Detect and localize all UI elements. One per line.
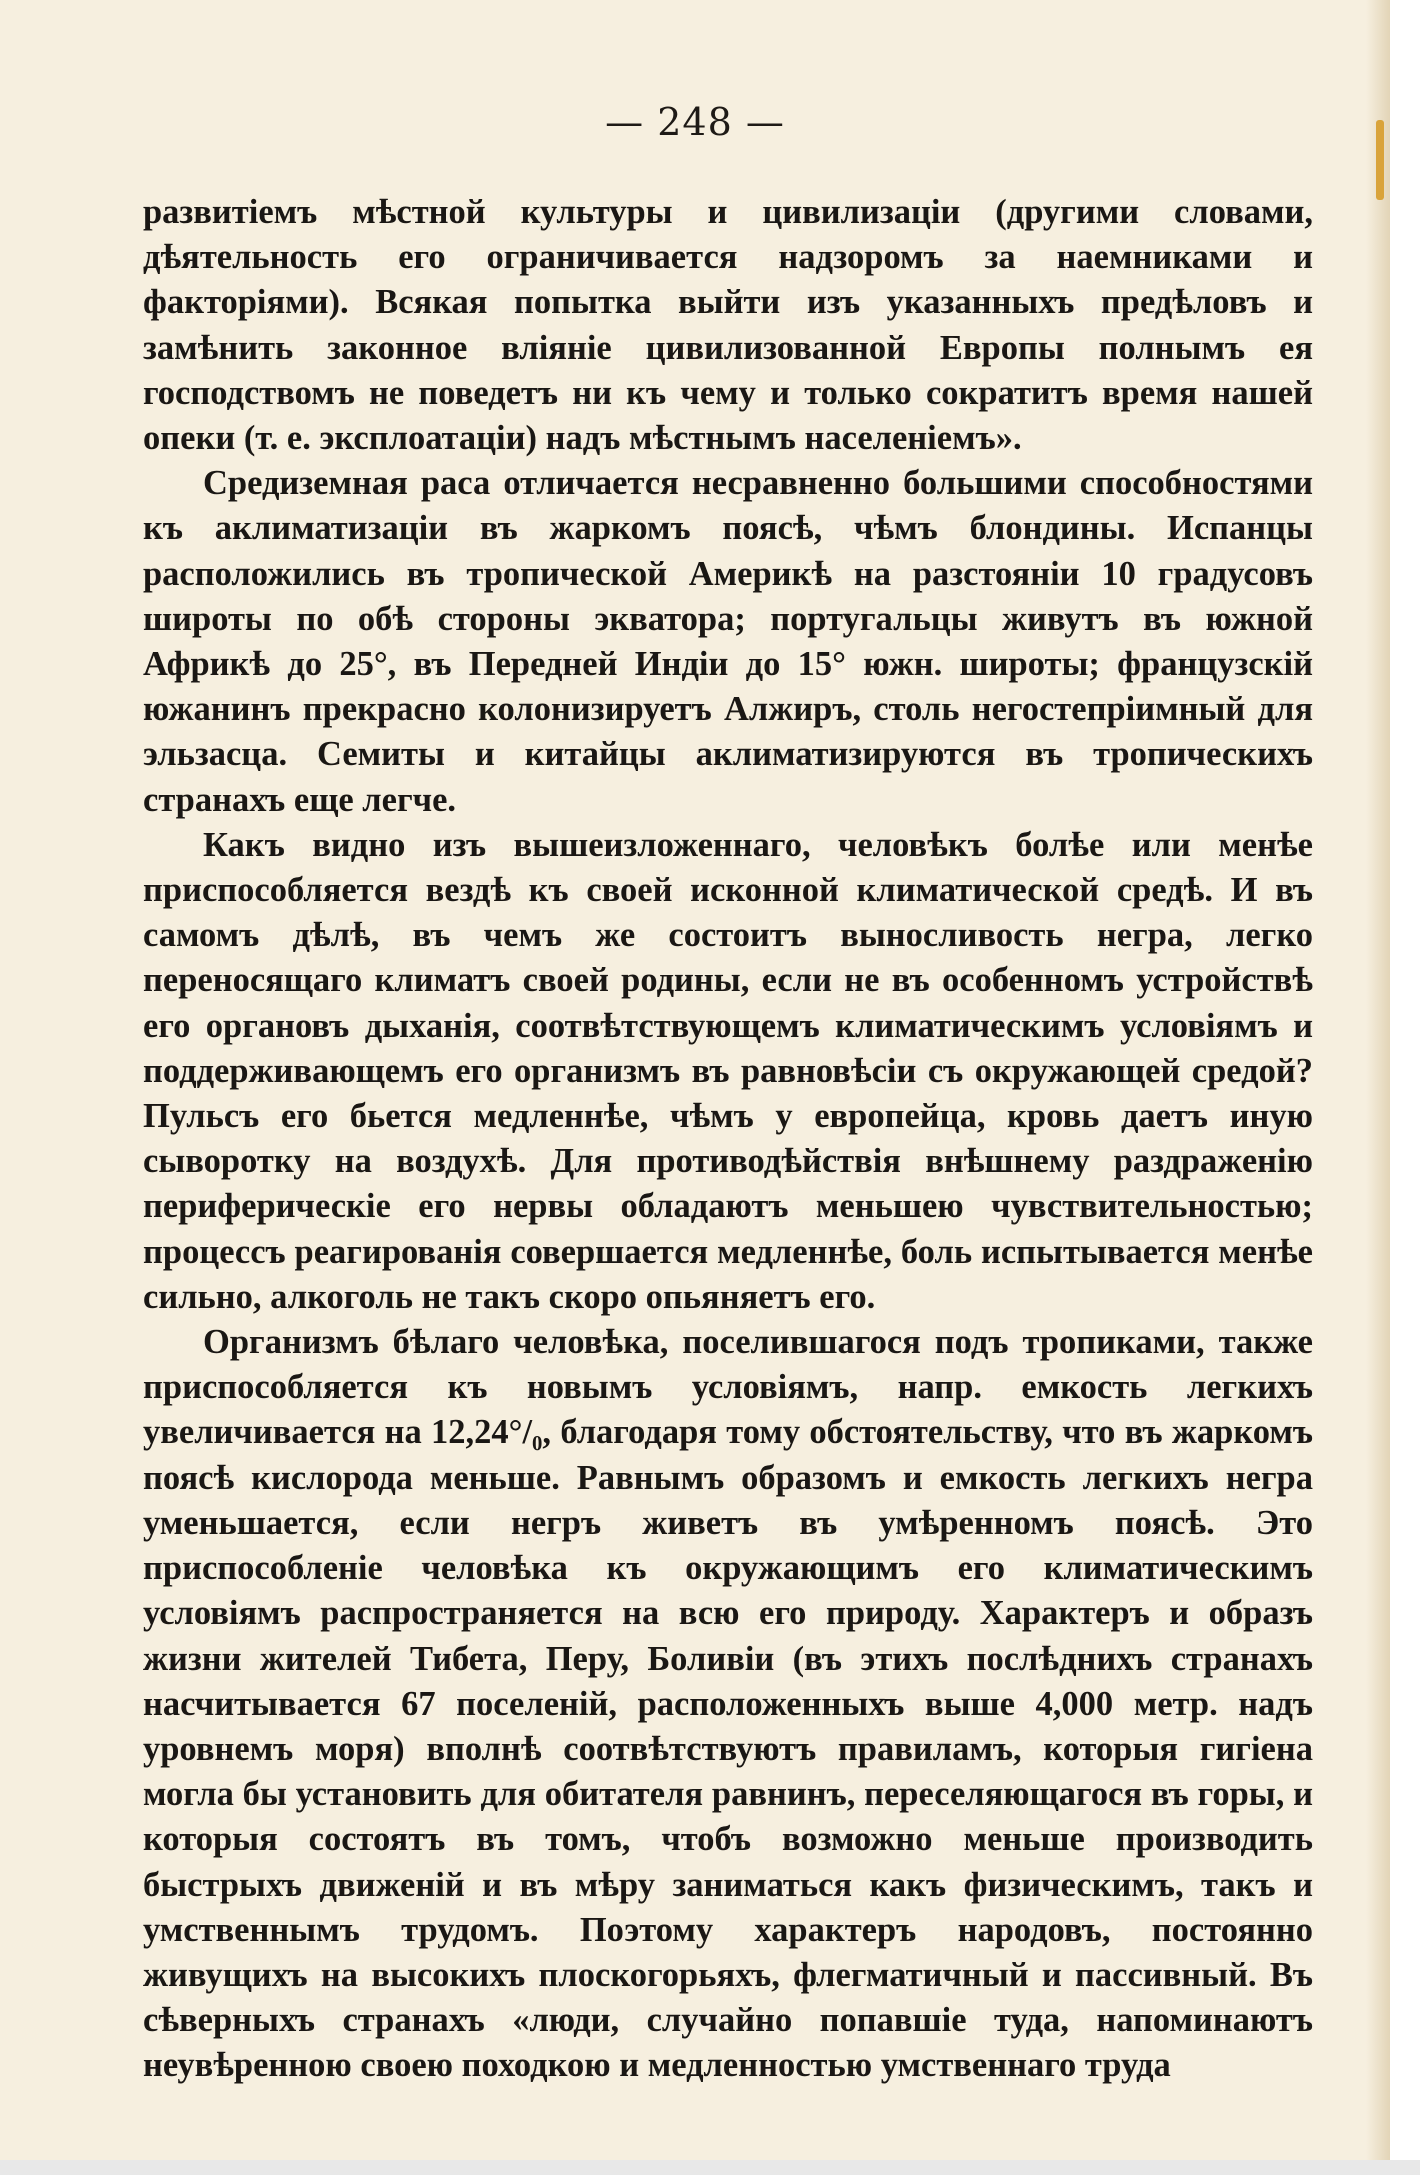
paragraph: Организмъ бѣлаго человѣка, поселившагося подъ тропиками, также приспособляется къ новымъ условіямъ, напр. емкость легкихъ увеличивается на 12,24°/₀, благодаря тому обстоятельству, что въ жаркомъ поясѣ кислорода меньше. Равнымъ образомъ и емкость легкихъ негра уменьшается, если негръ живетъ въ умѣренномъ поясѣ. Это приспособленіе человѣка къ окружающимъ его климатическимъ условіямъ распространяется на всю его природу. Характеръ и образъ жизни жителей Тибета, Перу, Боливіи (въ этихъ послѣднихъ странахъ насчитывается 67 поселеній, расположенныхъ выше 4,000 метр. надъ уровнемъ моря) вполнѣ соотвѣтствуютъ правиламъ, которыя гигіена могла бы установить для обитателя равнинъ, переселяющагося въ горы, и которыя состоятъ въ томъ, чтобъ возможно меньше производить быстрыхъ движеній и въ мѣру заниматься какъ физическимъ, такъ и умственнымъ трудомъ. Поэтому характеръ народовъ, постоянно живущихъ на высокихъ плоскогорьяхъ, флегматичный и пассивный. Въ сѣверныхъ странахъ «люди, случайно попавшіе туда, напоминаютъ неувѣренною своею походкою и медленностью умственнаго труда xyxy=(143,1323,1313,2085)
scan-bottom-margin xyxy=(0,2160,1420,2175)
paragraph: Средиземная раса отличается несравненно большими способностями къ аклиматизаціи въ жаркомъ поясѣ, чѣмъ блондины. Испанцы расположились въ тропической Америкѣ на разстояніи 10 градусовъ широты по обѣ стороны экватора; португальцы живутъ въ южной Африкѣ до 25°, въ Передней Индіи до 15° южн. широты; французскій южанинъ прекрасно колонизируетъ Алжиръ, столь негостепріимный для эльзасца. Семиты и китайцы аклиматизируются въ тропическихъ странахъ еще легче. xyxy=(143,464,1313,819)
page-edge-shadow xyxy=(1366,0,1390,2160)
page-number: — 248 — xyxy=(605,100,785,144)
paragraph: Какъ видно изъ вышеизложеннаго, человѣкъ болѣе или менѣе приспособляется вездѣ къ своей исконной климатической средѣ. И въ самомъ дѣлѣ, въ чемъ же состоитъ выносливость негра, легко переносящаго климатъ своей родины, если не въ особенномъ устройствѣ его органовъ дыханія, соотвѣтствующемъ климатическимъ условіямъ и поддерживающемъ его организмъ въ равновѣсіи съ окружающей средой? Пульсъ его бьется медленнѣе, чѣмъ у европейца, кровь даетъ иную сыворотку на воздухѣ. Для противодѣйствія внѣшнему раздраженію периферическіе его нервы обладаютъ меньшею чувствительностью; процессъ реагированія совершается медленнѣе, боль испытывается менѣе сильно, алкоголь не такъ скоро опьяняетъ его. xyxy=(143,825,1313,1316)
paragraph: развитіемъ мѣстной культуры и цивилизаціи (другими словами, дѣятельность его ограничивается надзоромъ за наемниками и факторіями). Всякая попытка выйти изъ указанныхъ предѣловъ и замѣнить законное вліяніе цивилизованной Европы полнымъ ея господствомъ не поведетъ ни къ чему и только сократитъ время нашей опеки (т. е. эксплоатаціи) надъ мѣстнымъ населеніемъ». xyxy=(143,193,1313,458)
body-text xyxy=(143,190,1313,2089)
